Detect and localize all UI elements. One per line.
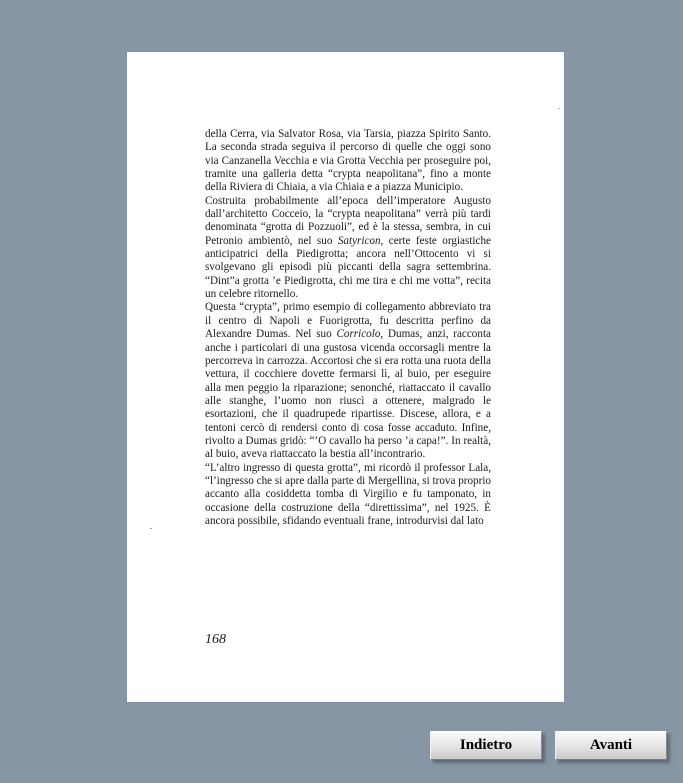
text-run: Questa “crypta”, primo esempio di collegamento abbreviato tra il centro di Napoli e Fuorigrotta, fu descritta perfino da Alexandre Dumas. Nel suo: [205, 301, 491, 341]
text-run: , certe feste orgiastiche anticipatrici della Piedigrotta; ancora nell’Ottocento vi si svolgevano gli episodi più piccanti della sagra settembrina. “Dint”a grotta ’e Piedigrotta, chi me tira e chi me votta”, recita un celebre ritornello.: [205, 234, 491, 301]
text-run: , Dumas, anzi, racconta anche i particolari di una gustosa vicenda occorsagli mentre la percorreva in carrozza. Accortosi che si era rotta una ruota della vettura, il cocchiere dovette fermarsi lì, al buio, per eseguire alla men peggio la riparazione; senonché, riattaccato il cavallo alle stanghe, l’uomo non riuscì a ottenere, malgrado le esortazioni, che il quadrupede ripartisse. Discese, allora, e a tentoni cercò di rendersi conto di cosa fosse accaduto. Infine, rivolto a Dumas gridò: “’O cavallo ha perso ’a capa!”. In realtà, al buio, aveva riattaccato la bestia all’incontrario.: [205, 328, 491, 461]
paragraph: [205, 195, 491, 302]
text-run: Costruita probabilmente all’epoca dell’imperatore Augusto dall’architetto Cocceio, la “crypta neapolitana” verrà più tardi denominata “grotta di Pozzuoli”, ed è la stessa, sembra, in cui Petronio ambientò, nel suo: [205, 194, 491, 247]
text-run: “L’altro ingresso di questa grotta”, mi ricordò il professor Lala, “l’ingresso che si apre dalla parte di Mergellina, si trova proprio accanto alla cosiddetta tomba di Virgilio e fu tamponato, in occasione della costruzione della “direttissima”, nel 1925. È ancora possibile, sfidando eventuali frane, introdurvisi dal lato: [205, 461, 491, 527]
paragraph: [205, 462, 491, 529]
italic-title: Satyricon: [337, 234, 381, 247]
text-run: della Cerra, via Salvator Rosa, via Tarsia, piazza Spirito Santo. La seconda strada seguiva il percorso di quelle che oggi sono via Canzanella Vecchia e via Grotta Vecchia per proseguire poi, tramite una galleria detta “crypta neapolitana”, fino a monte della Riviera di Chiaia, a via Chiaia e a piazza Municipio.: [205, 128, 491, 194]
scan-speck: [150, 528, 152, 529]
page-number: 168: [205, 632, 226, 647]
next-button[interactable]: Avanti: [555, 731, 667, 760]
paragraph: [205, 301, 491, 461]
scan-speck: [558, 108, 560, 109]
paragraph: [205, 128, 491, 195]
book-page: [127, 52, 564, 702]
back-button[interactable]: Indietro: [430, 731, 542, 760]
page-text: [205, 128, 491, 528]
italic-title: Corricolo: [336, 328, 381, 341]
